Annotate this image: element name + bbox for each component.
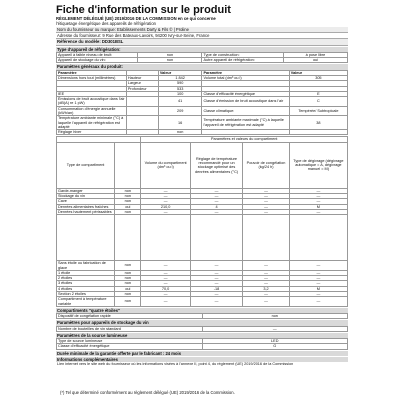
compartment-row-cell: Cave	[57, 199, 115, 204]
regulation-line: RÈGLEMENT DÉLÉGUÉ (UE) 2019/2016 DE LA COMMISSION en ce qui concerne	[56, 16, 216, 21]
compartment-row	[57, 297, 348, 307]
wine-row-cell: Nombre de bouteilles de vin standard	[57, 326, 203, 331]
compartment-row-cell: non	[115, 261, 141, 271]
light-row-cell: Classe d'efficacité énergétique	[57, 344, 203, 349]
compartment-row-cell: oui	[115, 286, 141, 291]
general-row-cell: Largeur	[126, 81, 158, 86]
supplier-name: Nom du fournisseur ou marque: Etablissements Darty & Fils © | Proline	[56, 27, 348, 33]
compartment-row-cell: non	[115, 194, 141, 199]
compartment-row-cell: —	[190, 188, 242, 193]
compartment-row-cell: non	[115, 281, 141, 286]
compartment-row-cell	[243, 215, 290, 261]
compartment-row-cell	[57, 215, 115, 261]
compartment-row-cell	[141, 215, 190, 261]
compartment-row-cell: —	[141, 292, 190, 297]
supplier-address: Adresse du fournisseur: 9 Rue des Bateaux-Lavoirs, 94200 Ivry-sur-Seine, France	[56, 33, 348, 39]
general-row-cell: Émissions de bruit acoustique dans l'air (dB(A) re 1 pW)	[58, 97, 125, 106]
compartment-row-cell: Stockage du vin	[57, 194, 115, 199]
type-row	[57, 58, 348, 63]
compartment-row-cell: Denrées alimentaires fraîches	[57, 204, 115, 209]
compartment-header-row	[57, 142, 348, 188]
general-row-cell: Consommation d'énergie annuelle (kWh/an)	[57, 106, 127, 116]
general-row-cell	[126, 116, 158, 130]
compartment-table	[56, 136, 348, 306]
compartment-row-cell: —	[190, 261, 242, 271]
type-row-cell: Appareil à faible niveau de bruit:	[57, 52, 138, 57]
compartment-row-cell: —	[190, 297, 242, 307]
compartment-row-cell	[190, 215, 242, 261]
compartment-row-cell: —	[289, 194, 347, 199]
general-row-cell: 38	[289, 116, 347, 130]
compartment-group-title: Paramètres et valeurs du compartiment	[141, 137, 348, 142]
light-table	[56, 338, 348, 350]
general-row-cell: 16	[158, 116, 202, 130]
general-row	[57, 106, 348, 116]
light-row-cell: LED	[202, 339, 348, 344]
compartment-row-cell: —	[243, 194, 290, 199]
type-row-cell: non	[138, 52, 202, 57]
product-information-sheet	[56, 4, 348, 366]
compartment-row-cell: —	[289, 292, 347, 297]
compartment-row-cell: —	[243, 292, 290, 297]
compartment-row-cell: 2 étoiles	[57, 276, 115, 281]
light-row-cell: G	[202, 344, 348, 349]
compartment-row-cell: Section 2 étoiles	[57, 292, 115, 297]
general-row-cell	[126, 97, 158, 107]
compartment-row-cell: —	[141, 199, 190, 204]
compartment-row-cell: Garde-manger	[57, 188, 115, 193]
compartment-row-cell: —	[190, 292, 242, 297]
four-star-table	[56, 313, 348, 319]
general-row-cell: 590	[158, 81, 202, 86]
type-section-title: Type d'appareil de réfrigération:	[56, 47, 348, 52]
general-row-cell: Réglage hiver	[57, 130, 127, 135]
general-row-cell: Profondeur	[126, 86, 158, 91]
type-row-cell: oui	[283, 58, 347, 63]
compartment-row-cell: Denrées hautement périssables	[57, 209, 115, 214]
general-row-cell: 100	[158, 91, 202, 96]
type-row-cell: Appareil de stockage du vin:	[57, 58, 138, 63]
wine-row	[57, 326, 348, 331]
compartment-row-cell: —	[141, 194, 190, 199]
light-row-cell: Type de source lumineuse	[57, 339, 203, 344]
compartment-row-cell: —	[243, 270, 290, 275]
compartment-row-cell: —	[289, 270, 347, 275]
compartment-row-cell: non	[115, 209, 141, 214]
general-section-title: Paramètres généraux du produit:	[56, 64, 348, 69]
compartment-row-cell: —	[141, 281, 190, 286]
compartment-row-cell: —	[243, 297, 290, 307]
extra-text: Lien internet vers le site web du fournisseur où les informations visées à l'annexe II, point 4, du règlement (UE) 2019/2016 de la Commission	[57, 362, 294, 367]
compartment-header-cell: Volume du compartiment (dm³ ou l)	[141, 142, 190, 188]
general-row-cell: 209	[158, 106, 202, 116]
four-star-title: Compartiments "quatre étoiles"	[56, 308, 348, 313]
light-row	[57, 344, 348, 349]
compartment-row-cell: —	[141, 297, 190, 307]
compartment-row-cell: —	[141, 261, 190, 271]
compartment-row-cell: non	[115, 276, 141, 281]
compartment-row-cell: —	[243, 281, 290, 286]
compartment-row-cell: —	[289, 188, 347, 193]
compartment-row-cell	[289, 215, 347, 261]
general-row-cell	[126, 106, 158, 116]
compartment-row-cell: —	[190, 270, 242, 275]
compartment-header-cell: Type de dégivrage (dégivrage automatique = A, dégivrage manuel = M)	[289, 142, 347, 188]
wine-row-cell: —	[202, 326, 348, 331]
four-star-row-cell: non	[202, 314, 348, 319]
four-star-row-cell: Dispositif de congélation rapide	[57, 314, 203, 319]
type-row-cell: Type de construction:	[202, 52, 283, 57]
compartment-row-cell: non	[115, 297, 141, 307]
compartment-row-cell: —	[243, 204, 290, 209]
compartment-row-cell: —	[289, 261, 347, 271]
compartment-header-cell: Type de compartiment	[57, 142, 115, 188]
compartment-row-cell: M	[289, 286, 347, 291]
compartment-row-cell: —	[289, 199, 347, 204]
general-row-cell: Dimensions hors tout (millimètres)	[57, 75, 127, 80]
compartment-row-cell: non	[115, 270, 141, 275]
general-row-cell: Classe climatique:	[202, 106, 289, 116]
general-row-cell: Volume total (dm³ ou l)	[202, 75, 289, 80]
page-title: Fiche d'information sur le produit	[56, 4, 231, 16]
compartment-row-cell: 3,2	[243, 286, 290, 291]
compartment-row-cell	[115, 215, 141, 261]
four-star-row	[57, 314, 348, 319]
general-row-cell	[202, 130, 289, 135]
compartment-row-cell: —	[243, 188, 290, 193]
compartment-row-cell: Compartiment à température variable	[57, 297, 115, 307]
compartment-row-cell: —	[289, 209, 347, 214]
compartment-row-cell: -18	[190, 286, 242, 291]
general-row-cell: Hauteur	[126, 75, 158, 80]
compartment-row-cell: —	[190, 281, 242, 286]
general-row-cell: Classe d'émission de bruit acoustique dans l'air	[202, 97, 289, 107]
compartment-row	[57, 261, 348, 271]
general-row	[57, 97, 348, 107]
compartment-row-cell: 4 étoiles	[57, 286, 115, 291]
general-row	[57, 130, 348, 135]
general-row-cell: C	[289, 97, 347, 107]
general-row-cell: 305	[289, 75, 347, 80]
general-row-cell	[126, 130, 158, 135]
general-row-cell: IEE	[57, 91, 127, 96]
compartment-row-cell: —	[141, 188, 190, 193]
compartment-row-cell: M	[289, 204, 347, 209]
compartment-row-cell: —	[190, 199, 242, 204]
type-row-cell: Autre appareil de réfrigération:	[202, 58, 283, 63]
general-row-cell: Température ambiante minimale (°C) à laquelle l'appareil de réfrigération est adapté	[57, 116, 127, 130]
type-row-cell: non	[138, 58, 202, 63]
compartment-row-cell: 70,0	[141, 286, 190, 291]
compartment-row-cell: 210,0	[141, 204, 190, 209]
general-row-cell: non	[158, 130, 202, 135]
compartment-row-cell: —	[289, 297, 347, 307]
extra-title: Informations complémentaires	[56, 357, 348, 362]
compartment-header-cell	[115, 142, 141, 188]
compartment-row-cell: —	[190, 209, 242, 214]
general-header-cell: Paramètre	[202, 70, 289, 75]
wine-table	[56, 326, 348, 332]
compartment-row-cell: —	[141, 270, 190, 275]
compartment-row-cell: 4	[190, 204, 242, 209]
compartment-row-cell: non	[115, 199, 141, 204]
wine-title: Paramètres pour appareils de stockage du vin	[56, 320, 348, 325]
compartment-header-cell: Pouvoir de congélation (kg/24 h)	[243, 142, 290, 188]
warranty-line: Durée minimale de la garantie offerte par le fabricant : 24 mois	[56, 351, 348, 356]
general-row-cell: E	[289, 91, 347, 96]
compartment-row-cell: 1 étoile	[57, 270, 115, 275]
compartment-row-cell: 3 étoiles	[57, 281, 115, 286]
general-header-cell: Valeur	[158, 70, 202, 75]
compartment-row-cell: —	[141, 276, 190, 281]
subtitle-line: l'étiquetage énergétique des appareils de réfrigération	[56, 21, 156, 26]
compartment-row-cell: oui	[115, 204, 141, 209]
compartment-row-cell: —	[243, 276, 290, 281]
compartment-row-cell: Sans étoile ou fabrication de glace	[57, 261, 115, 271]
compartment-row-cell: —	[289, 276, 347, 281]
general-header-cell: Valeur	[289, 70, 347, 75]
compartment-row	[57, 215, 348, 261]
type-table	[56, 52, 348, 64]
compartment-row-cell: —	[141, 209, 190, 214]
general-row-cell	[289, 130, 347, 135]
compartment-row-cell: —	[190, 276, 242, 281]
compartment-row-cell: non	[115, 188, 141, 193]
general-row-cell: 533	[158, 86, 202, 91]
compartment-row-cell: —	[289, 281, 347, 286]
compartment-header-cell: Réglage de température recommandé pour un stockage optimisé des denrées alimentaires (°C)	[190, 142, 242, 188]
general-table	[56, 70, 348, 136]
compartment-row-cell: —	[243, 199, 290, 204]
type-row-cell: à pose libre	[283, 52, 347, 57]
general-row	[57, 116, 348, 130]
general-row-cell: 41	[158, 97, 202, 107]
compartment-row-cell: non	[115, 292, 141, 297]
compartment-row-cell: —	[243, 209, 290, 214]
general-row-cell: Classe d'efficacité énergétique	[202, 91, 289, 96]
general-row-cell: Tempérée/ Subtropicale	[289, 106, 347, 116]
general-row-cell: Température ambiante maximale (°C) à laquelle l'appareil de réfrigération est adapté	[202, 116, 289, 130]
light-title: Paramètres de la source lumineuse	[56, 333, 348, 338]
footnote: (*) Tel que déterminé conformément au règlement délégué (UE) 2019/2016 de la Commission.	[60, 390, 235, 395]
model-reference: Référence du modèle: DD301BSL	[56, 39, 348, 45]
compartment-row-cell: —	[243, 261, 290, 271]
general-row-cell: 1 842	[158, 75, 202, 80]
general-header-cell: Paramètre	[57, 70, 127, 75]
compartment-row-cell: —	[190, 194, 242, 199]
